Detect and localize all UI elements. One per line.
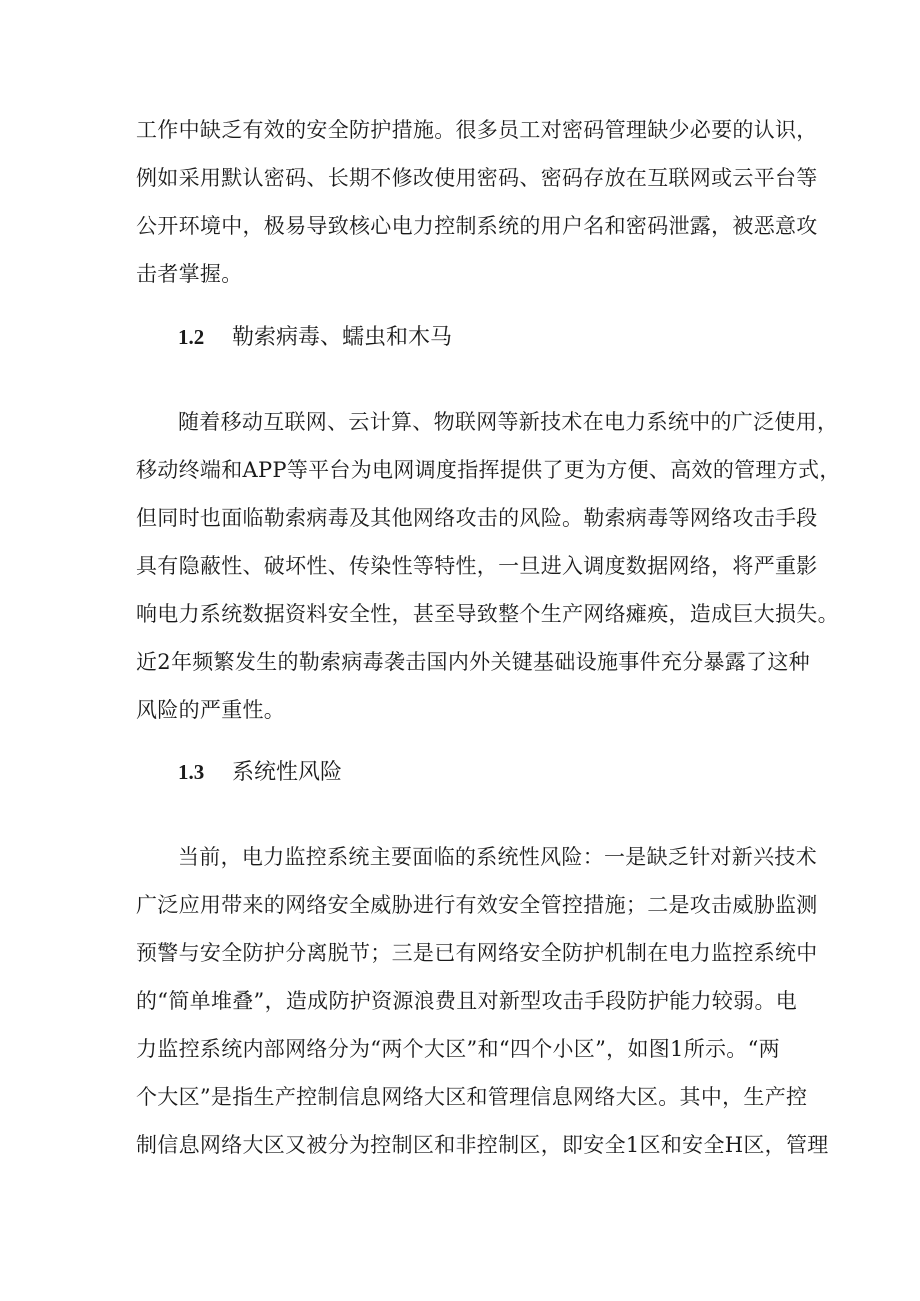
section-title: 系统性风险 (232, 760, 343, 785)
section-number: 1.3 (178, 760, 205, 784)
text-line: 例如采用默认密码、长期不修改使用密码、密码存放在互联网或云平台等 (136, 166, 818, 190)
text-line: 风险的严重性。 (136, 698, 286, 722)
text-line: 但同时也面临勒索病毒及其他网络攻击的风险。勒索病毒等网络攻击手段 (136, 506, 818, 530)
text-line: 击者掌握。 (136, 262, 243, 286)
section-number: 1.2 (178, 325, 205, 349)
text-line: 移动终端和APP等平台为电网调度指挥提供了更为方便、高效的管理方式， (136, 458, 841, 482)
text-line: 公开环境中，极易导致核心电力控制系统的用户名和密码泄露，被恶意攻 (136, 214, 818, 238)
text-line: 力监控系统内部网络分为“两个大区”和“四个小区”，如图1所示。“两 (136, 1037, 780, 1061)
text-line: 预警与安全防护分离脱节；三是已有网络安全防护机制在电力监控系统中 (136, 941, 818, 965)
text-line: 工作中缺乏有效的安全防护措施。很多员工对密码管理缺少必要的认识， (136, 118, 818, 142)
text-line: 具有隐蔽性、破坏性、传染性等特性，一旦进入调度数据网络，将严重影 (136, 554, 818, 578)
section-heading-1-2 (178, 323, 452, 352)
text-line: 制信息网络大区又被分为控制区和非控制区，即安全1区和安全H区，管理 (136, 1133, 829, 1157)
text-line: 广泛应用带来的网络安全威胁进行有效安全管控措施；二是攻击威胁监测 (136, 893, 818, 917)
text-line: 近2年频繁发生的勒索病毒袭击国内外关键基础设施事件充分暴露了这种 (136, 650, 810, 674)
text-line: 响电力系统数据资料安全性，甚至导致整个生产网络瘫痪，造成巨大损失。 (136, 602, 839, 626)
section-title: 勒索病毒、蠕虫和木马 (232, 325, 453, 350)
text-line: 个大区”是指生产控制信息网络大区和管理信息网络大区。其中，生产控 (136, 1085, 808, 1109)
text-line: 随着移动互联网、云计算、物联网等新技术在电力系统中的广泛使用， (178, 410, 839, 434)
text-line: 的“简单堆叠”，造成防护资源浪费且对新型攻击手段防护能力较弱。电 (136, 989, 798, 1013)
section-heading-1-3 (178, 758, 342, 787)
text-line: 当前，电力监控系统主要面临的系统性风险：一是缺乏针对新兴技术 (178, 845, 817, 869)
